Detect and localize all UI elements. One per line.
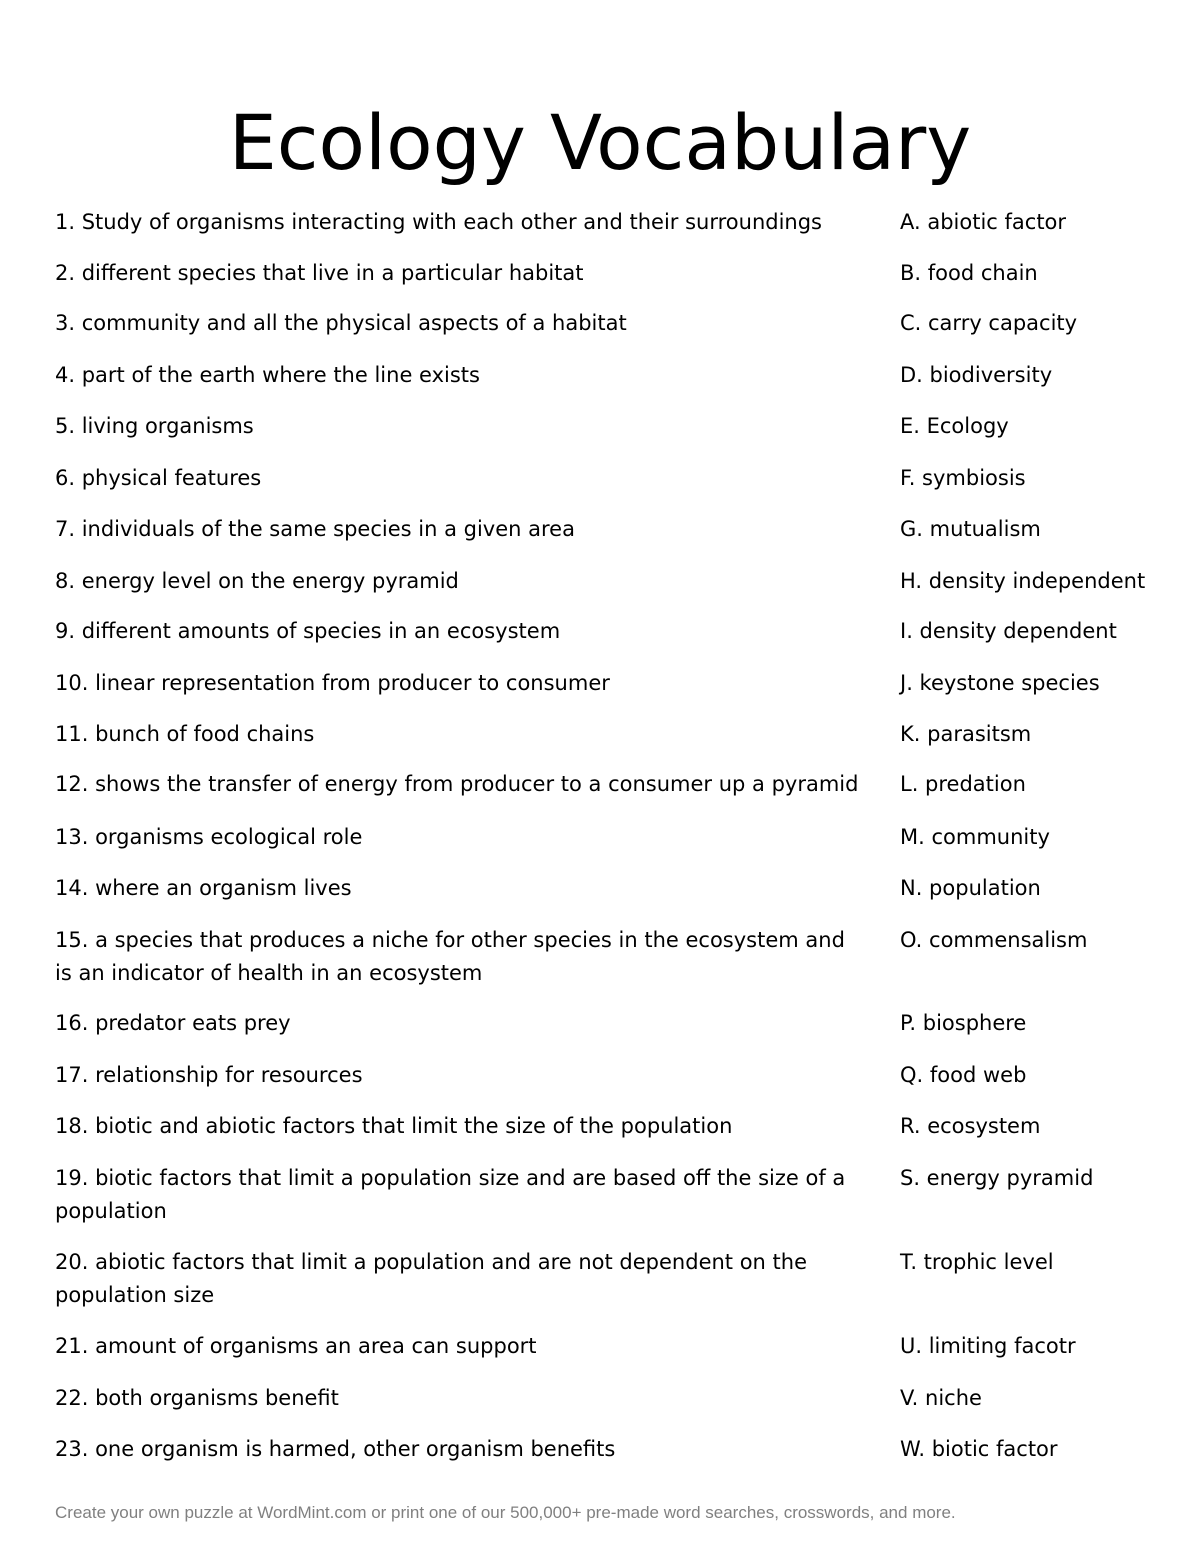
answer-option: J. keystone species	[900, 671, 1100, 695]
clue-text: 1. Study of organisms interacting with each other and their surroundings	[55, 210, 822, 234]
answer-option: D. biodiversity	[900, 363, 1053, 387]
answer-option: V. niche	[900, 1386, 982, 1410]
answer-option: R. ecosystem	[900, 1114, 1041, 1138]
clue-text: 5. living organisms	[55, 414, 254, 438]
answer-option: I. density dependent	[900, 619, 1117, 643]
answer-option: L. predation	[900, 772, 1026, 796]
answer-option: Q. food web	[900, 1063, 1027, 1087]
clue-text: 6. physical features	[55, 466, 262, 490]
clue-text: 21. amount of organisms an area can support	[55, 1334, 537, 1358]
footer-note: Create your own puzzle at WordMint.com or print one of our 500,000+ pre-made word searches, crosswords, and more.	[55, 1503, 956, 1522]
clue-text: 16. predator eats prey	[55, 1011, 291, 1035]
answer-option: P. biosphere	[900, 1011, 1027, 1035]
answer-option: G. mutualism	[900, 517, 1041, 541]
clue-text: 22. both organisms benefit	[55, 1386, 339, 1410]
clue-text: 19. biotic factors that limit a population size and are based off the size of a population	[55, 1166, 846, 1223]
clue-text: 8. energy level on the energy pyramid	[55, 569, 459, 593]
answer-option: T. trophic level	[900, 1250, 1054, 1274]
answer-option: K. parasitsm	[900, 722, 1032, 746]
answer-option: U. limiting facotr	[900, 1334, 1076, 1358]
clue-text: 17. relationship for resources	[55, 1063, 363, 1087]
clue-text: 23. one organism is harmed, other organism benefits	[55, 1437, 616, 1461]
clue-text: 14. where an organism lives	[55, 876, 352, 900]
answer-option: W. biotic factor	[900, 1437, 1058, 1461]
answer-option: S. energy pyramid	[900, 1166, 1094, 1190]
clue-text: 2. different species that live in a particular habitat	[55, 261, 584, 285]
clue-text: 7. individuals of the same species in a given area	[55, 517, 575, 541]
answer-option: H. density independent	[900, 569, 1146, 593]
answer-option: O. commensalism	[900, 928, 1088, 952]
clue-text: 11. bunch of food chains	[55, 722, 315, 746]
clue-text: 9. different amounts of species in an ecosystem	[55, 619, 561, 643]
clue-text: 20. abiotic factors that limit a population and are not dependent on the population size	[55, 1250, 808, 1307]
clue-text: 3. community and all the physical aspects of a habitat	[55, 311, 627, 335]
answer-option: A. abiotic factor	[900, 210, 1067, 234]
clue-text: 13. organisms ecological role	[55, 825, 363, 849]
answer-option: N. population	[900, 876, 1041, 900]
clue-text: 18. biotic and abiotic factors that limit the size of the population	[55, 1114, 733, 1138]
clue-text: 15. a species that produces a niche for other species in the ecosystem and is an indicator of health in an ecosystem	[55, 928, 845, 985]
clue-text: 10. linear representation from producer to consumer	[55, 671, 610, 695]
clue-text: 4. part of the earth where the line exists	[55, 363, 480, 387]
answer-option: M. community	[900, 825, 1050, 849]
answer-option: E. Ecology	[900, 414, 1009, 438]
clue-text: 12. shows the transfer of energy from producer to a consumer up a pyramid	[55, 772, 859, 796]
answer-option: F. symbiosis	[900, 466, 1026, 490]
page-title: Ecology Vocabulary	[228, 98, 972, 187]
answer-option: B. food chain	[900, 261, 1038, 285]
answer-option: C. carry capacity	[900, 311, 1078, 335]
